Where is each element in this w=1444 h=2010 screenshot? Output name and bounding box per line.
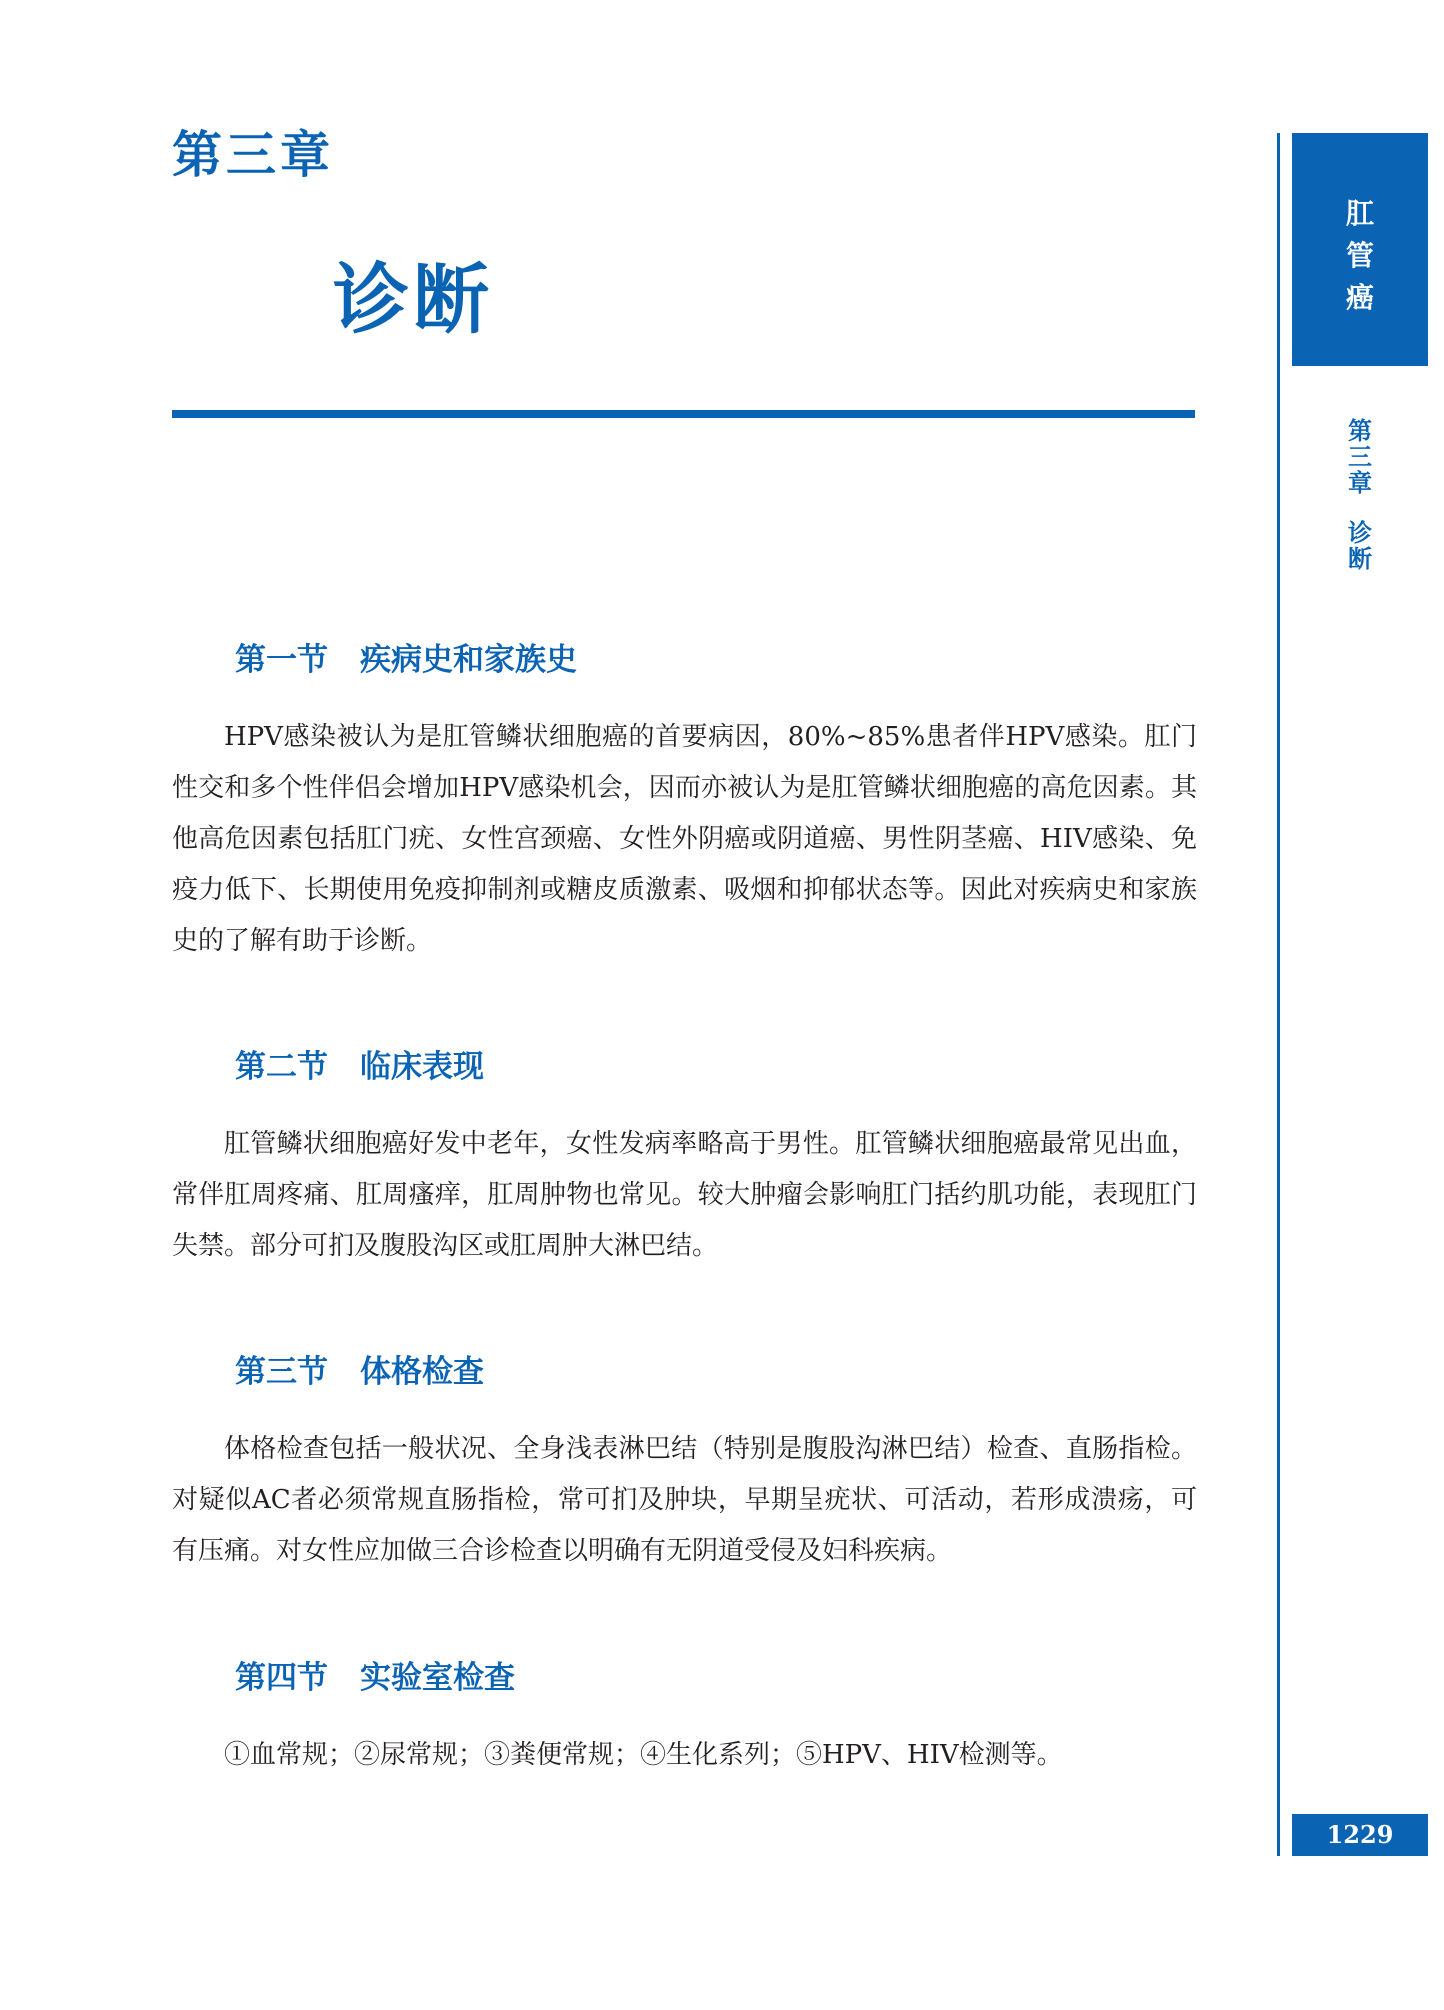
section-paragraph-2: 肛管鳞状细胞癌好发中老年，女性发病率略高于男性。肛管鳞状细胞癌最常见出血，常伴肛周疼痛、肛周瘙痒，肛周肿物也常见。较大肿瘤会影响肛门括约肌功能，表现肛门失禁。部分可扪及腹股沟区或肛周肿大淋巴结。: [172, 1129, 1197, 1261]
section-number: 第一节: [235, 642, 328, 678]
section-paragraph-4: ①血常规；②尿常规；③粪便常规；④生化系列；⑤HPV、HIV检测等。: [224, 1740, 1063, 1770]
chapter-title: 诊断: [333, 255, 493, 344]
chapter-number: 第三章: [172, 126, 334, 184]
title-divider: [172, 410, 1195, 418]
section-number: 第三节: [235, 1354, 328, 1390]
side-tab-char: 癌: [1345, 281, 1374, 314]
section-heading-1: [235, 642, 577, 678]
section-title: 疾病史和家族史: [360, 642, 577, 678]
side-tab-book-title: [1292, 133, 1428, 366]
side-chapter-char: 断: [1348, 545, 1372, 573]
section-heading-3: [235, 1354, 484, 1390]
page-number: 1229: [1292, 1814, 1428, 1856]
section-title: 体格检查: [360, 1354, 484, 1390]
side-chapter-label: [1292, 418, 1428, 572]
side-chapter-char: 第: [1348, 417, 1372, 445]
side-tab-char: 肛: [1345, 197, 1374, 230]
section-paragraph-1: HPV感染被认为是肛管鳞状细胞癌的首要病因，80%~85%患者伴HPV感染。肛门性交和多个性伴侣会增加HPV感染机会，因而亦被认为是肛管鳞状细胞癌的高危因素。其他高危因素包括肛门疣、女性宫颈癌、女性外阴癌或阴道癌、男性阴茎癌、HIV感染、免疫力低下、长期使用免疫抑制剂或糖皮质激素、吸烟和抑郁状态等。因此对疾病史和家族史的了解有助于诊断。: [172, 722, 1197, 956]
section-heading-4: [235, 1660, 515, 1696]
section-number: 第四节: [235, 1660, 328, 1696]
side-tab-char: 管: [1345, 239, 1374, 272]
side-chapter-char: 三: [1348, 443, 1372, 471]
section-title: 临床表现: [360, 1049, 484, 1085]
side-chapter-char: 诊: [1348, 519, 1372, 547]
section-heading-2: [235, 1049, 484, 1085]
side-margin-rule: [1277, 133, 1280, 1856]
side-chapter-gap: [1292, 496, 1428, 520]
section-number: 第二节: [235, 1049, 328, 1085]
section-paragraph-3: 体格检查包括一般状况、全身浅表淋巴结（特别是腹股沟淋巴结）检查、直肠指检。对疑似AC者必须常规直肠指检，常可扪及肿块，早期呈疣状、可活动，若形成溃疡，可有压痛。对女性应加做三合诊检查以明确有无阴道受侵及妇科疾病。: [172, 1434, 1197, 1566]
side-chapter-char: 章: [1348, 469, 1372, 497]
section-title: 实验室检查: [360, 1660, 515, 1696]
side-tab-label: [1292, 193, 1428, 319]
